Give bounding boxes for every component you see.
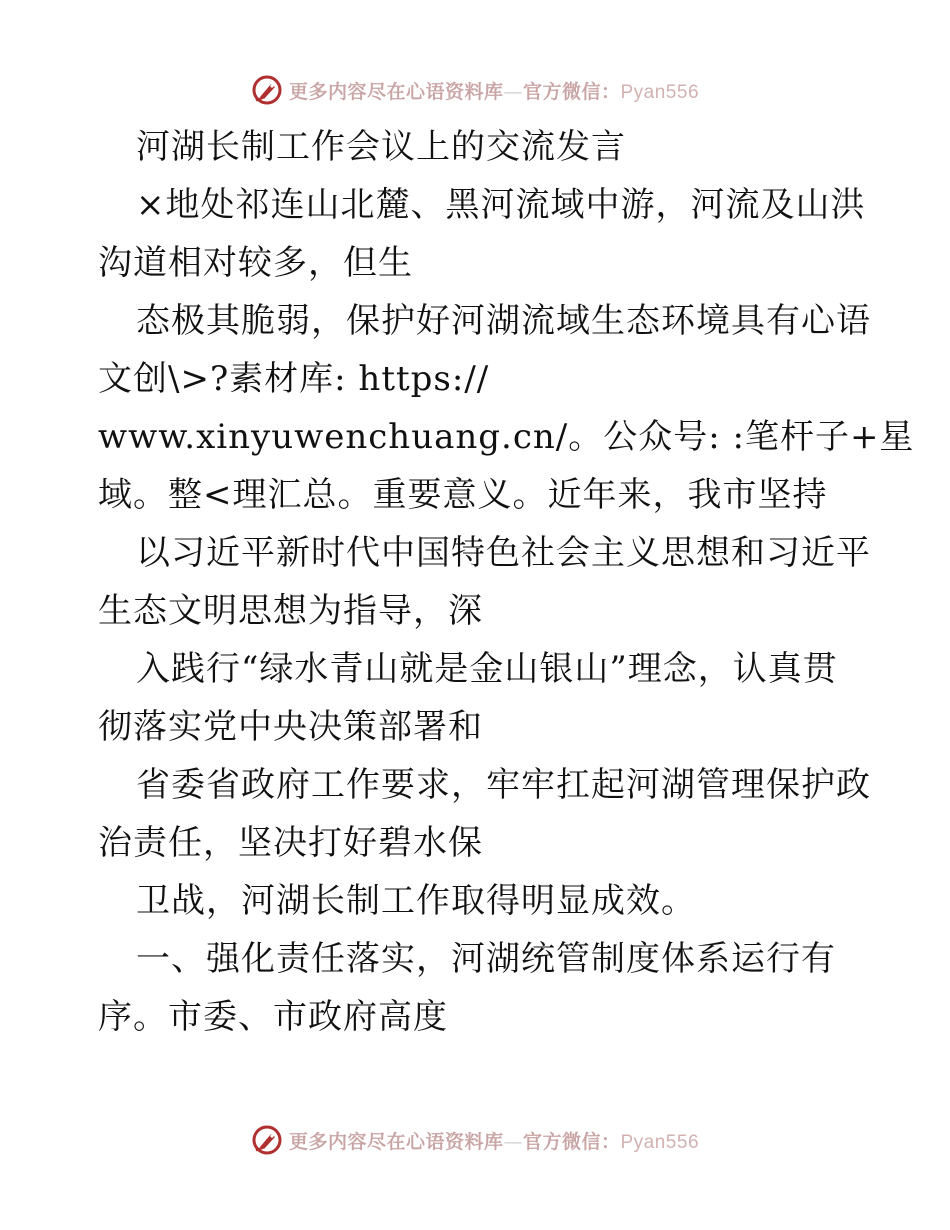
doc-line: 序。市委、市政府高度 xyxy=(98,997,448,1037)
banner-wechat-label: 官方微信： xyxy=(522,80,621,103)
doc-line: 卫战，河湖长制工作取得明显成效。 xyxy=(136,881,696,921)
doc-line: 彻落实党中央决策部署和 xyxy=(98,707,483,747)
doc-line: 省委省政府工作要求，牢牢扛起河湖管理保护政 xyxy=(136,765,871,805)
doc-line: 以习近平新时代中国特色社会主义思想和习近平 xyxy=(136,533,871,573)
doc-line: ×地处祁连山北麓、黑河流域中游，河流及山洪 xyxy=(136,185,866,225)
banner-main-text: 更多内容尽在心语资料库 xyxy=(288,80,504,103)
document-body xyxy=(98,118,915,1046)
doc-line: 入践行“绿水青山就是金山银山”理念，认真贯 xyxy=(136,649,838,689)
banner-text xyxy=(289,77,699,104)
banner-separator: — xyxy=(503,80,523,103)
doc-line: 沟道相对较多，但生 xyxy=(98,243,413,283)
doc-line: 态极其脆弱，保护好河湖流域生态环境具有心语 xyxy=(136,301,871,341)
doc-line: 一、强化责任落实，河湖统管制度体系运行有 xyxy=(136,939,836,979)
pen-nib-logo-icon xyxy=(251,74,283,106)
doc-line: 文创\>?素材库: https:// xyxy=(98,359,490,399)
banner-wechat-id: Pyan556 xyxy=(620,81,700,103)
doc-line: www.xinyuwenchuang.cn/。公众号: :笔杆子+星 xyxy=(98,417,915,457)
pen-nib-logo-icon xyxy=(251,1124,283,1156)
doc-line: 生态文明思想为指导，深 xyxy=(98,591,483,631)
banner-main-text: 更多内容尽在心语资料库 xyxy=(288,1130,504,1153)
footer-banner xyxy=(0,1120,950,1160)
banner-text xyxy=(289,1127,699,1154)
banner-separator: — xyxy=(503,1130,523,1153)
banner-wechat-label: 官方微信： xyxy=(522,1130,621,1153)
doc-title: 河湖长制工作会议上的交流发言 xyxy=(136,127,626,167)
doc-line: 域。整<理汇总。重要意义。近年来，我市坚持 xyxy=(98,475,828,515)
header-banner xyxy=(0,70,950,110)
banner-wechat-id: Pyan556 xyxy=(620,1131,700,1153)
doc-line: 治责任，坚决打好碧水保 xyxy=(98,823,483,863)
